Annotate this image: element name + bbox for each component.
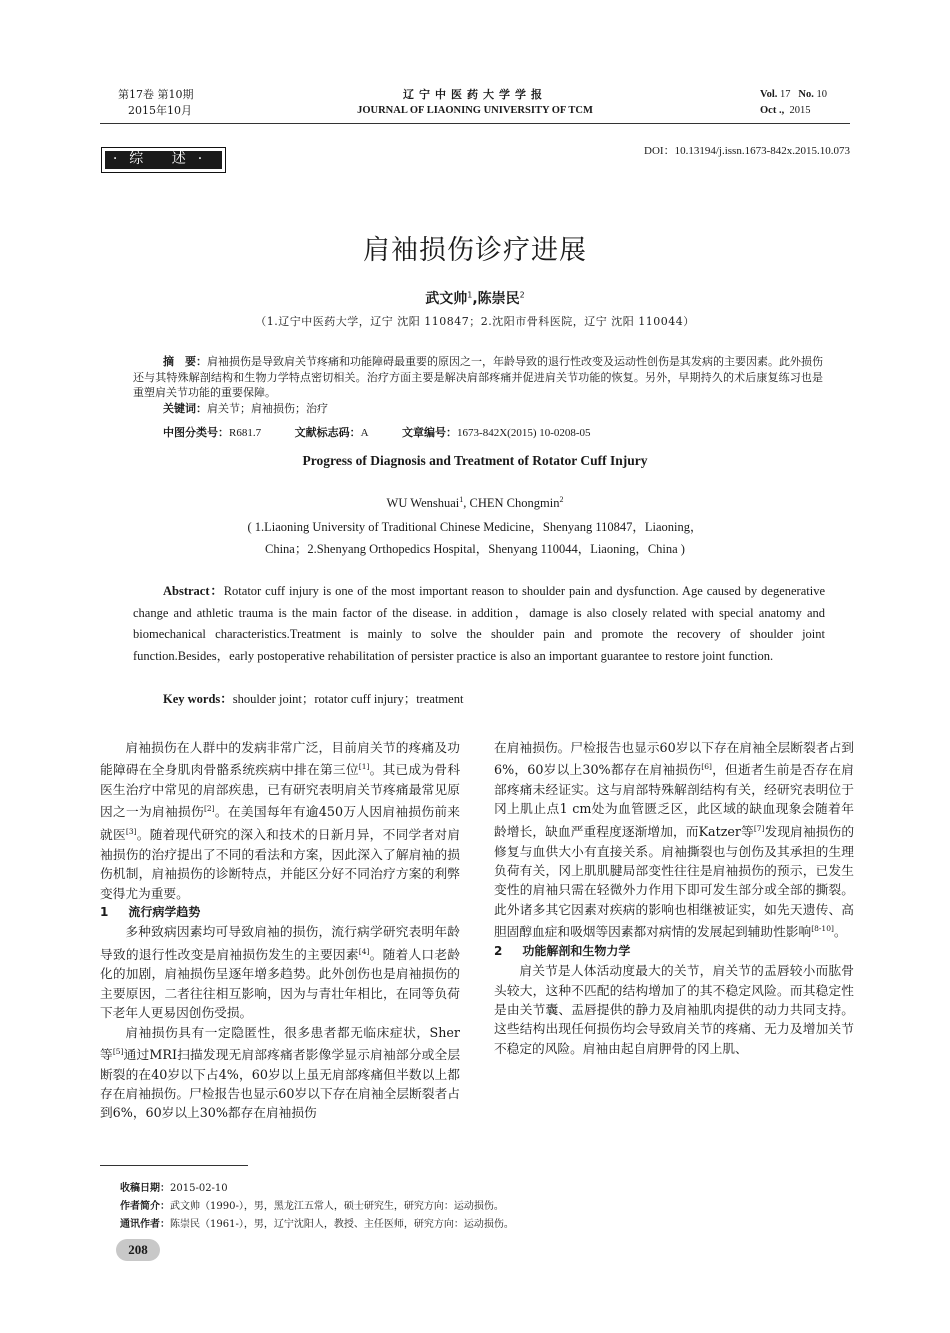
no-label: No. [798, 89, 814, 100]
year-en: 2015 [789, 105, 811, 116]
footnotes [120, 1180, 840, 1234]
citation: [8-10] [811, 924, 834, 934]
clc-value: R681.7 [229, 427, 262, 439]
author-name: 武文帅 [425, 291, 468, 307]
article-title-cn: 肩袖损伤诊疗进展 [363, 235, 587, 266]
author-name-en: CHEN Chongmin [469, 496, 560, 511]
journal-issue-info [118, 87, 194, 119]
article-id-value: 1673-842X(2015) 10-0208-05 [457, 427, 591, 439]
abstract-en-text: Rotator cuff injury is one of the most important reason to shoulder pain and dysfunction. Age caused by degenerative change and athletic trauma is the main factor of the disease. in addition，damage is also closely related with special anatomy and biomechanical characteristics.Treatment is mainly to solve the shoulder pain and promote the recovery of shoulder joint function.Besides，early postoperative rehabilitation of persister practice is also an important guarantee to restore joint function. [133, 584, 826, 663]
page-number: 208 [116, 1239, 160, 1261]
citation: [5] [112, 1047, 124, 1057]
author-affil-sup: 2 [559, 495, 564, 504]
author-bio: 武文帅（1990-），男，黑龙江五常人，硕士研究生，研究方向：运动损伤。 [170, 1201, 504, 1212]
abstract-cn-text: 肩袖损伤是导致肩关节疼痛和功能障碍最重要的原因之一，年龄导致的退行性改变及运动性创伤是其发病的主要因素。此外损伤还与其特殊解剖结构和生物力学特点密切相关。治疗方面主要是解决肩部疼痛并促进肩关节功能的恢复。另外，早期持久的术后康复练习也是重塑肩关节功能的重要保障。 [133, 355, 823, 399]
author-name: 陈崇民 [477, 291, 520, 307]
author-affil-sup: 2 [519, 290, 525, 300]
author-affil-sup: 1 [467, 290, 473, 300]
author-separator: , [463, 496, 470, 511]
journal-name [300, 87, 650, 119]
issue-date-cn: 2015年10月 [128, 104, 192, 117]
received-label: 收稿日期： [120, 1183, 170, 1194]
affiliation-cn: （1.辽宁中医药大学，辽宁 沈阳 110847；2.沈阳市骨科医院，辽宁 沈阳 110044） [255, 315, 695, 328]
keywords-en [163, 689, 463, 707]
article-title-en: Progress of Diagnosis and Treatment of Rotator Cuff Injury [302, 453, 648, 468]
month-en: Oct ., [760, 105, 785, 116]
affiliation-en-line: ( 1.Liaoning University of Traditional Chinese Medicine，Shenyang 110847，Liaoning， [247, 520, 703, 534]
author-name-en: WU Wenshuai [386, 496, 460, 511]
journal-name-en: JOURNAL OF LIAONING UNIVERSITY OF TCM [357, 105, 593, 116]
no-value: 10 [816, 89, 828, 100]
citation: [6] [701, 762, 712, 772]
doc-code-value: A [360, 427, 369, 439]
abstract-en-label: Abstract： [163, 584, 224, 598]
classification-row [163, 424, 621, 440]
keywords-en-text: shoulder joint；rotator cuff injury；treatment [232, 692, 464, 706]
abstract-cn-label: 摘 要： [163, 355, 207, 368]
citation: [3] [125, 827, 137, 837]
body-paragraph: 肩袖损伤在人群中的发病非常广泛，目前肩关节的疼痛及功能障碍在全身肌肉骨骼系统疾病中排在第三位[1]。其已成为骨科医生治疗中常见的肩部疾患，已有研究表明肩关节疼痛最常见原因之一为肩袖损伤[2]。在美国每年有逾450万人因肩袖损伤前来就医[3]。随着现代研究的深入和技术的日新月异，不同学者对肩袖损伤的治疗提出了不同的看法和方案，因此深入了解肩袖的损伤机制，肩袖损伤的诊断特点，并能区分好不同治疗方案的利弊变得尤为重要。 [100, 740, 461, 901]
keywords-en-label: Key words： [163, 692, 233, 706]
author-bio-label: 作者简介： [120, 1201, 170, 1212]
citation: [4] [358, 946, 370, 956]
body-column-right [494, 738, 854, 1058]
affiliation-en-line: China；2.Shenyang Orthopedics Hospital，Shenyang 110044，Liaoning，China ) [265, 542, 685, 556]
author-affil-sup: 1 [459, 495, 464, 504]
body-paragraph: 肩关节是人体活动度最大的关节，肩关节的盂唇较小而肱骨头较大，这种不匹配的结构增加了的其不稳定风险。而其稳定性是由关节囊、盂唇提供的静力及肩袖肌肉提供的动力共同支持。这些结构出现任何损伤均会导致肩关节的疼痛、无力及增加关节不稳定的风险。肩袖由起自肩胛骨的冈上肌、 [494, 963, 854, 1056]
footnote-divider [100, 1165, 248, 1166]
clc-label: 中图分类号： [163, 426, 229, 439]
received-date: 2015-02-10 [170, 1183, 228, 1194]
vol-label: Vol. [760, 89, 778, 100]
abstract-en [133, 581, 825, 667]
body-paragraph: 在肩袖损伤。尸检报告也显示60岁以下存在肩袖全层断裂者占到6%，60岁以上30%都存在肩袖损伤[6]，但逝者生前是否存在肩部疼痛未经证实。这与肩部特殊解剖结构有关，经研究表明位于冈上肌止点1 cm处为血管匮乏区，此区域的缺血现象会随着年龄增长，缺血严重程度逐渐增加，而Katzer等[7]发现肩袖损伤的修复与血供大小有直接关系。肩袖撕裂也与创伤及其承担的生理负荷有关，冈上肌肌腱局部变性往往是肩袖损伤的预示，已发生变性的肩袖只需在轻微外力作用下即可发生部分或全部的撕裂。此外诸多其它因素对疾病的影响也相继被证实，如先天遗传、高胆固醇血症和吸烟等因素都对病情的发展起到辅助性影响[8-10]。 [494, 740, 855, 940]
journal-issue-info-en [760, 87, 827, 119]
author-separator: , [472, 291, 478, 307]
citation: [7] [753, 823, 765, 833]
corresponding-label: 通讯作者： [120, 1219, 170, 1230]
citation: [2] [203, 804, 215, 814]
vol-value: 17 [780, 89, 791, 100]
body-paragraph: 多种致病因素均可导致肩袖的损伤，流行病学研究表明年龄导致的退行性改变是肩袖损伤发生的主要因素[4]。随着人口老龄化的加剧，肩袖损伤呈逐年增多趋势。此外创伤也是肩袖损伤的主要原因，二者往往相互影响，因为与青壮年相比，在同等负荷下老年人更易因创伤受损。 [100, 924, 461, 1021]
doi: DOI：10.13194/j.issn.1673-842x.2015.10.073 [644, 145, 850, 157]
body-paragraph: 肩袖损伤具有一定隐匿性，很多患者都无临床症状，Sher等[5]通过MRI扫描发现无肩部疼痛者影像学显示肩袖部分或全层断裂的在40岁以下占4%，60岁以上虽无肩部疼痛但半数以上都存在肩袖损伤。尸检报告也显示60岁以下存在肩袖全层断裂者占到6%，60岁以上30%都存在肩袖损伤 [100, 1024, 461, 1121]
corresponding-author: 陈崇民（1961-），男，辽宁沈阳人，教授、主任医师，研究方向：运动损伤。 [170, 1219, 514, 1230]
keywords-cn: 肩关节；肩袖损伤；治疗 [207, 401, 328, 415]
doc-code-label: 文献标志码： [294, 426, 361, 439]
section-heading: 1 流行病学趋势 [100, 904, 201, 919]
section-heading: 2 功能解剖和生物力学 [494, 943, 631, 958]
citation: [1] [358, 762, 370, 772]
affiliation-en [100, 516, 850, 560]
abstract-cn [133, 354, 823, 416]
volume-issue-cn: 第17卷 第10期 [118, 88, 194, 101]
keywords-cn-label: 关键词： [163, 401, 207, 415]
section-tag [101, 147, 226, 173]
authors-en [100, 495, 850, 511]
body-text: 在肩袖损伤。尸检报告也显示60岁以下存在肩袖全层断裂者占到6%，60岁以上30%都存在肩袖损伤 [494, 740, 854, 778]
authors-cn [100, 288, 850, 308]
section-tag-label: ·综 述· [105, 151, 222, 169]
article-id-label: 文章编号： [402, 426, 458, 439]
journal-name-cn: 辽宁中医药大学学报 [403, 88, 547, 101]
header-divider [100, 123, 850, 124]
body-column-left [100, 738, 461, 1121]
